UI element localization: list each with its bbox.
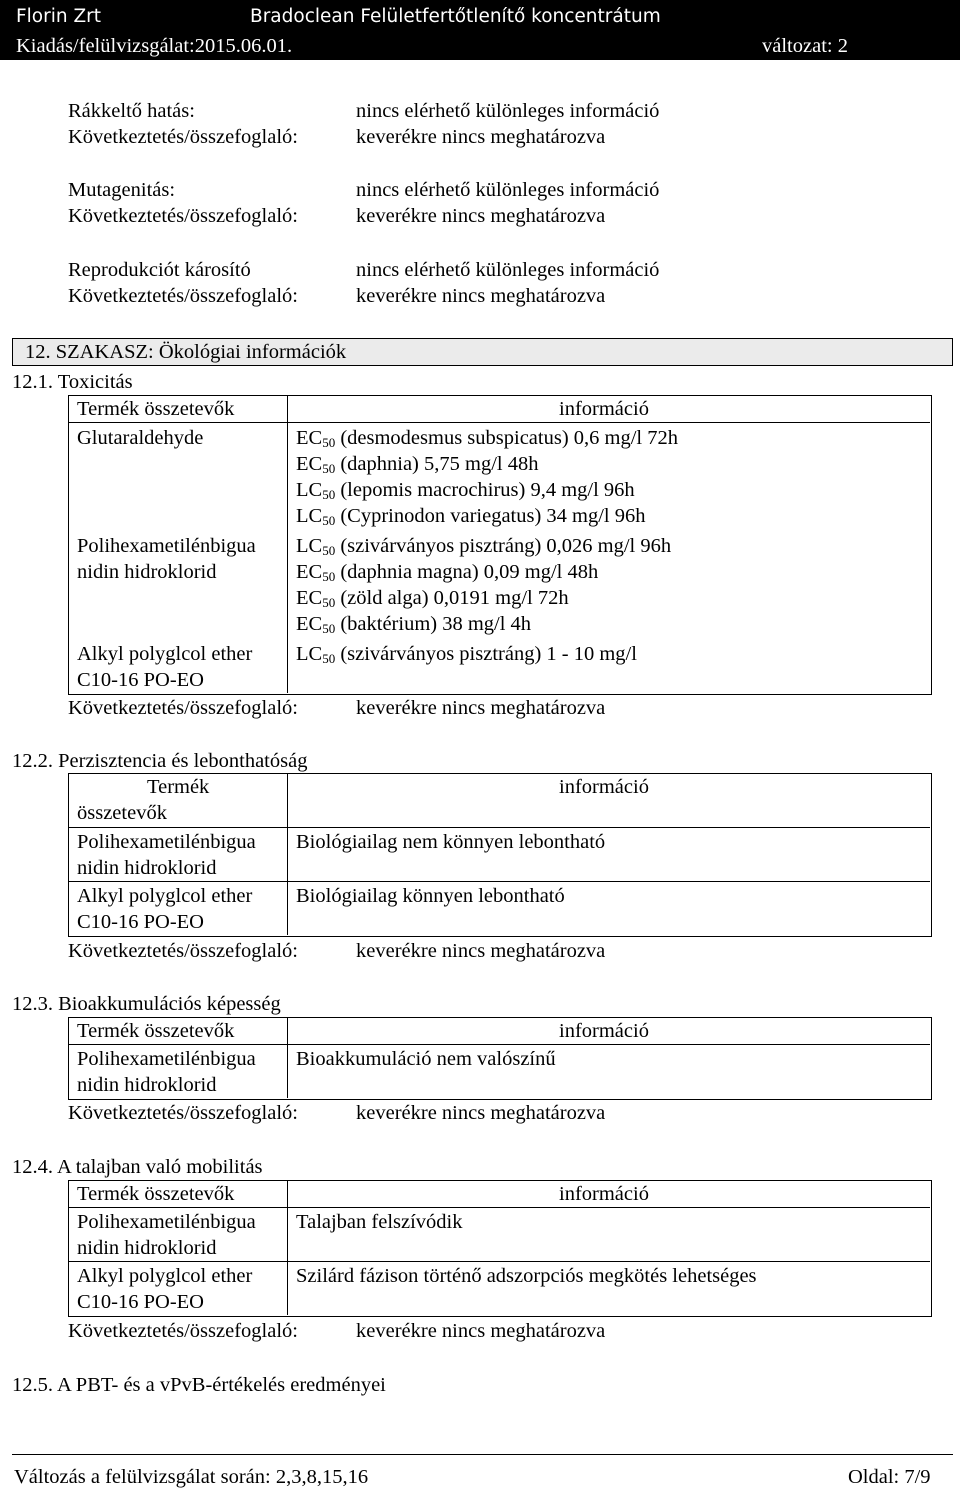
- subsection-12-2-title: 12.2. Perzisztencia és lebonthatóság: [12, 750, 308, 772]
- section-12-heading: [12, 338, 953, 366]
- revision-changes: Változás a felülvizsgálat során: 2,3,8,15,16: [14, 1466, 369, 1488]
- page-number: Oldal: 7/9: [848, 1466, 931, 1488]
- conclusion-value: keverékre nincs meghatározva: [356, 940, 606, 962]
- company-name: Florin Zrt: [16, 6, 101, 27]
- component-info: Biológiailag könnyen lebontható: [296, 885, 565, 907]
- component-name: C10-16 PO-EO: [77, 669, 204, 691]
- row-divider: [69, 1207, 930, 1208]
- toxicity-table: [68, 395, 932, 695]
- conclusion-label: Következtetés/összefoglaló:: [68, 126, 298, 148]
- carcinogenicity-value: nincs elérhető különleges információ: [356, 100, 660, 122]
- header-component: összetevők: [77, 802, 167, 824]
- row-divider: [69, 422, 930, 423]
- component-data: [296, 425, 678, 529]
- toxicity-value: $LC_{50}$ (szivárványos pisztráng) 1 - 10 mg/l: [296, 643, 637, 666]
- conclusion-value: keverékre nincs meghatározva: [356, 1102, 606, 1124]
- component-name: Polihexametilénbigua: [77, 535, 256, 557]
- header-information: információ: [559, 1020, 649, 1042]
- conclusion-label: Következtetés/összefoglaló:: [68, 1320, 298, 1342]
- component-name: C10-16 PO-EO: [77, 911, 204, 933]
- conclusion-label: Következtetés/összefoglaló:: [68, 697, 298, 719]
- component-name: Glutaraldehyde: [77, 427, 204, 449]
- section-title: 12. SZAKASZ: Ökológiai információk: [25, 341, 347, 363]
- component-name: Alkyl polyglcol ether: [77, 1265, 253, 1287]
- conclusion-value: keverékre nincs meghatározva: [356, 697, 606, 719]
- component-name: nidin hidroklorid: [77, 1237, 217, 1259]
- bioaccumulation-table: [68, 1017, 932, 1100]
- toxicity-value: $EC_{50}$ (daphnia magna) 0,09 mg/l 48h: [296, 561, 599, 584]
- row-divider: [69, 1044, 930, 1045]
- component-info: Bioakkumuláció nem valószínű: [296, 1048, 556, 1070]
- header-information: információ: [559, 398, 649, 420]
- header-information: információ: [559, 776, 649, 798]
- product-name: Bradoclean Felületfertőtlenítő koncentrátum: [250, 6, 661, 27]
- reproductive-toxicity-label: Reprodukciót károsító: [68, 259, 251, 281]
- header-component: Termék: [147, 776, 210, 798]
- component-name: nidin hidroklorid: [77, 857, 217, 879]
- subsection-12-5-title: 12.5. A PBT- és a vPvB-értékelés eredményei: [12, 1374, 386, 1396]
- conclusion-value: keverékre nincs meghatározva: [356, 126, 606, 148]
- component-name: Alkyl polyglcol ether: [77, 885, 253, 907]
- component-name: Alkyl polyglcol ether: [77, 643, 253, 665]
- conclusion-value: keverékre nincs meghatározva: [356, 1320, 606, 1342]
- carcinogenicity-label: Rákkeltő hatás:: [68, 100, 195, 122]
- subsection-12-3-title: 12.3. Bioakkumulációs képesség: [12, 993, 281, 1015]
- subsection-12-1-title: 12.1. Toxicitás: [12, 371, 133, 393]
- reproductive-toxicity-value: nincs elérhető különleges információ: [356, 259, 660, 281]
- toxicity-value: $EC_{50}$ (baktérium) 38 mg/l 4h: [296, 613, 532, 636]
- header-component: Termék összetevők: [77, 398, 235, 420]
- issue-date: Kiadás/felülvizsgálat:2015.06.01.: [16, 35, 293, 57]
- row-divider: [69, 827, 930, 828]
- mutagenicity-label: Mutagenitás:: [68, 179, 176, 201]
- footer-divider: [12, 1454, 953, 1455]
- component-name: nidin hidroklorid: [77, 1074, 217, 1096]
- column-divider: [287, 396, 288, 693]
- component-name: Polihexametilénbigua: [77, 1048, 256, 1070]
- mutagenicity-value: nincs elérhető különleges információ: [356, 179, 660, 201]
- toxicity-value: $EC_{50}$ (zöld alga) 0,0191 mg/l 72h: [296, 587, 569, 610]
- component-info: Szilárd fázison történő adszorpciós megkötés lehetséges: [296, 1265, 757, 1287]
- column-divider: [287, 1181, 288, 1315]
- conclusion-label: Következtetés/összefoglaló:: [68, 940, 298, 962]
- version-label: változat: 2: [762, 35, 848, 57]
- toxicity-value: $EC_{50}$ (desmodesmus subspicatus) 0,6 mg/l 72h: [296, 427, 678, 450]
- header-component: Termék összetevők: [77, 1183, 235, 1205]
- component-info: Talajban felszívódik: [296, 1211, 463, 1233]
- row-divider: [69, 881, 930, 882]
- component-name: nidin hidroklorid: [77, 561, 217, 583]
- component-info: Biológiailag nem könnyen lebontható: [296, 831, 606, 853]
- toxicity-value: $LC_{50}$ (lepomis macrochirus) 9,4 mg/l 96h: [296, 479, 635, 502]
- component-data: [296, 641, 637, 667]
- column-divider: [287, 774, 288, 935]
- header-component: Termék összetevők: [77, 1020, 235, 1042]
- mobility-table: [68, 1180, 932, 1317]
- row-divider: [69, 1261, 930, 1262]
- component-name: C10-16 PO-EO: [77, 1291, 204, 1313]
- column-divider: [287, 1018, 288, 1098]
- toxicity-value: $LC_{50}$ (szivárványos pisztráng) 0,026 mg/l 96h: [296, 535, 672, 558]
- persistence-table: [68, 773, 932, 937]
- component-name: Polihexametilénbigua: [77, 831, 256, 853]
- conclusion-label: Következtetés/összefoglaló:: [68, 285, 298, 307]
- component-name: Polihexametilénbigua: [77, 1211, 256, 1233]
- header-information: információ: [559, 1183, 649, 1205]
- conclusion-value: keverékre nincs meghatározva: [356, 205, 606, 227]
- toxicity-value: $LC_{50}$ (Cyprinodon variegatus) 34 mg/l 96h: [296, 505, 646, 528]
- conclusion-label: Következtetés/összefoglaló:: [68, 205, 298, 227]
- document-header: [0, 0, 960, 60]
- subsection-12-4-title: 12.4. A talajban való mobilitás: [12, 1156, 263, 1178]
- conclusion-label: Következtetés/összefoglaló:: [68, 1102, 298, 1124]
- component-data: [296, 533, 671, 637]
- conclusion-value: keverékre nincs meghatározva: [356, 285, 606, 307]
- toxicity-value: $EC_{50}$ (daphnia) 5,75 mg/l 48h: [296, 453, 539, 476]
